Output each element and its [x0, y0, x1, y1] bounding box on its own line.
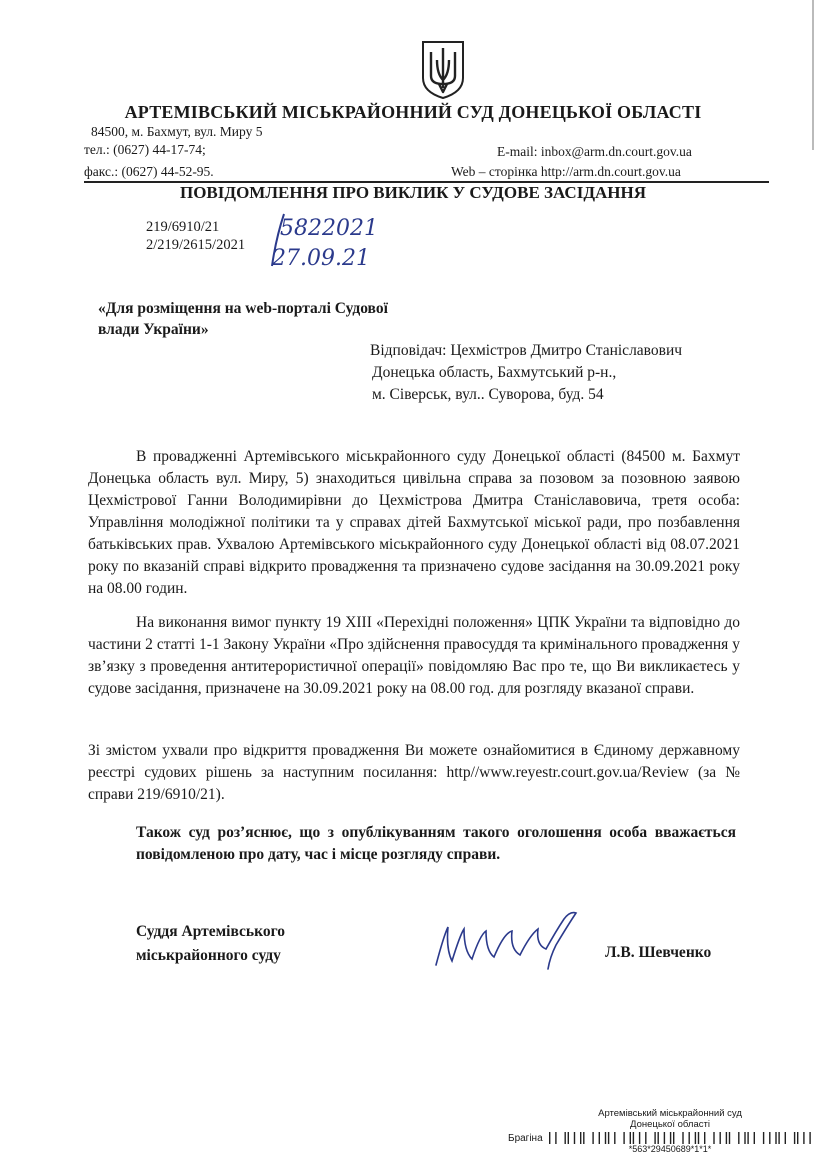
judge-title-line2: міськрайонного суду	[136, 947, 281, 964]
barcode-row	[508, 1131, 819, 1145]
proceeding-number: 2/219/2615/2021	[146, 237, 246, 253]
footer-stamp	[520, 1108, 820, 1130]
defendant-name: Відповідач: Цехмістров Дмитро Станіславович	[370, 342, 683, 359]
stamp-region: Донецької області	[630, 1119, 710, 1130]
paragraph-2-text: На виконання вимог пункту 19 XIII «Перехідні положення» ЦПК України та відповідно до частини 2 статті 1-1 Закону України «Про здійснення правосуддя та кримінального провадження у зв’язку з проведення антитерористичної операції» повідомляю Вас про те, що Ви викликаєтесь у судове засідання, призначене на 30.09.2021 року на 08.00 год. для розгляду вказаної справи.	[88, 614, 740, 697]
barcode-code: *563*29450689*1*1*	[628, 1144, 712, 1154]
case-number: 219/6910/21	[146, 219, 220, 235]
judge-name: Л.В. Шевченко	[605, 944, 712, 961]
notice-title: ПОВІДОМЛЕННЯ ПРО ВИКЛИК У СУДОВЕ ЗАСІДАННЯ	[179, 183, 647, 202]
paragraph-1-text: В провадженні Артемівського міськрайонного суду Донецької області (84500 м. Бахмут Донецька область вул. Миру, 5) знаходиться цивільна справа за позовом за позовною заявою Цехмістрової Ганни Володимирівни до Цехмістрова Дмитра Станіславовича, третя особа: Управління молодіжної політики та у справах дітей Бахмутської міської ради, про позбавлення батьківських прав. Ухвалою Артемівського міськрайонного суду Донецької області від 08.07.2021 року по вказаній справі відкрито провадження та призначено судове засідання на 30.09.2021 року на 08.00 годин.	[88, 448, 740, 597]
judge-title-line1: Суддя Артемівського	[136, 923, 286, 940]
handwritten-number: 5822021	[280, 216, 378, 241]
barcode-label: Брагіна	[508, 1132, 543, 1144]
defendant-block	[370, 340, 682, 406]
body-paragraph-1	[88, 446, 740, 600]
web-portal-note: «Для розміщення на web-порталі Судової влади України»	[98, 300, 388, 338]
court-website: Web – сторінка http://arm.dn.court.gov.ua	[451, 164, 681, 179]
paragraph-3-text: Зі змістом ухвали про відкриття провадження Ви можете ознайомитися в Єдиному державному реєстрі судових рішень за наступним посилання: http//www.reyestr.court.gov.ua/Review (за № справи 219/6910/21).	[88, 742, 740, 803]
defendant-address: м. Сіверськ, вул.. Суворова, буд. 54	[372, 386, 604, 403]
handwritten-registration	[268, 210, 398, 282]
court-name: АРТЕМІВСЬКИЙ МІСЬКРАЙОННИЙ СУД ДОНЕЦЬКОЇ ОБЛАСТІ	[124, 102, 702, 122]
court-address: 84500, м. Бахмут, вул. Миру 5	[91, 124, 263, 139]
handwritten-signature-icon	[430, 905, 600, 975]
handwritten-date: 27.09.21	[272, 246, 370, 271]
stamp-court-name: Артемівський міськрайонний суд	[598, 1108, 742, 1119]
court-email: E-mail: inbox@arm.dn.court.gov.ua	[497, 144, 692, 159]
court-phone: тел.: (0627) 44-17-74;	[84, 142, 206, 157]
body-paragraph-3	[88, 740, 740, 806]
defendant-region: Донецька область, Бахмутський р-н.,	[372, 364, 617, 381]
tryzub-emblem-icon	[421, 40, 465, 100]
body-paragraph-4: Також суд роз’яснює, що з опублікуванням такого оголошення особа вважається повідомленою про дату, час і місце розгляду справи.	[136, 824, 736, 863]
body-paragraph-2	[88, 612, 740, 700]
barcode-icon	[549, 1132, 819, 1144]
court-fax: факс.: (0627) 44-52-95.	[84, 164, 214, 179]
judge-title	[136, 920, 285, 968]
scan-edge-mark	[812, 0, 814, 150]
